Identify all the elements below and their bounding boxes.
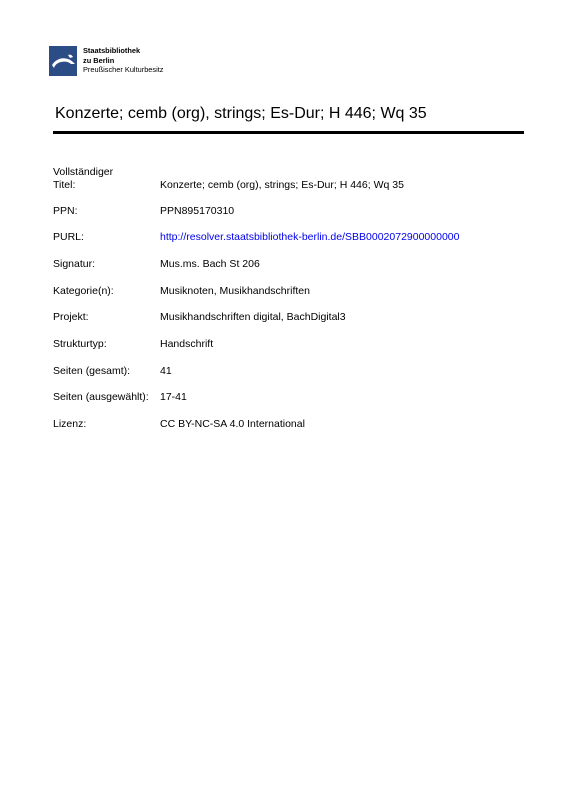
page-title: Konzerte; cemb (org), strings; Es-Dur; H 446; Wq 35 xyxy=(55,105,427,122)
field-value-ppn: PPN895170310 xyxy=(160,205,235,217)
field-value-seiten-gesamt: 41 xyxy=(160,365,172,377)
field-row-signatur xyxy=(53,258,523,272)
eagle-logo-icon xyxy=(49,46,77,76)
field-value-kategorie: Musiknoten, Musikhandschriften xyxy=(160,285,310,297)
field-row-strukturtyp xyxy=(53,338,523,352)
field-row-kategorie xyxy=(53,285,523,299)
field-row-projekt xyxy=(53,311,523,325)
field-value-strukturtyp: Handschrift xyxy=(160,338,214,350)
field-label-purl: PURL: xyxy=(53,231,84,243)
field-label-kategorie: Kategorie(n): xyxy=(53,285,114,297)
field-row-seiten-gesamt xyxy=(53,365,523,379)
field-label-title-line1: Vollständiger xyxy=(53,166,114,178)
logo-text xyxy=(83,46,164,75)
library-logo xyxy=(49,46,209,80)
field-row-purl xyxy=(53,231,523,245)
purl-link[interactable]: http://resolver.staatsbibliothek-berlin.de/SBB0002072900000000 xyxy=(160,231,460,243)
field-row-ppn xyxy=(53,205,523,219)
field-row-title xyxy=(53,164,523,192)
logo-line-2: zu Berlin xyxy=(83,55,115,65)
logo-line-1: Staatsbibliothek xyxy=(83,46,141,55)
field-label-ppn: PPN: xyxy=(53,205,78,217)
field-row-seiten-ausgewaehlt xyxy=(53,391,523,405)
field-value-projekt: Musikhandschriften digital, BachDigital3 xyxy=(160,311,346,323)
field-label-strukturtyp: Strukturtyp: xyxy=(53,338,107,350)
field-row-lizenz xyxy=(53,418,523,432)
field-value-lizenz: CC BY-NC-SA 4.0 International xyxy=(160,418,305,430)
field-label-seiten-gesamt: Seiten (gesamt): xyxy=(53,365,131,377)
field-label-seiten-ausgewaehlt: Seiten (ausgewählt): xyxy=(53,391,149,403)
field-value-seiten-ausgewaehlt: 17-41 xyxy=(160,391,187,403)
logo-line-3: Preußischer Kulturbesitz xyxy=(83,65,164,75)
field-label-lizenz: Lizenz: xyxy=(53,418,87,430)
field-label-signatur: Signatur: xyxy=(53,258,96,270)
field-value-title: Konzerte; cemb (org), strings; Es-Dur; H 446; Wq 35 xyxy=(160,179,404,191)
field-label-title-line2: Titel: xyxy=(53,179,76,191)
field-value-signatur: Mus.ms. Bach St 206 xyxy=(160,258,260,270)
title-divider xyxy=(53,131,524,134)
field-label-title xyxy=(53,166,113,192)
field-label-projekt: Projekt: xyxy=(53,311,89,323)
